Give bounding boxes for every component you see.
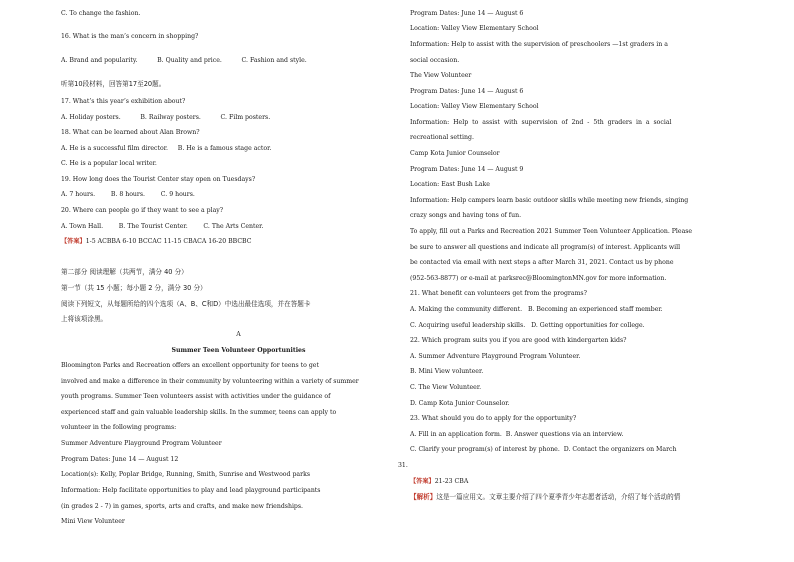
- answer-line: [61, 238, 251, 246]
- options-17: A. Holiday posters. B. Railway posters. C. Film posters.: [61, 114, 271, 121]
- program-info: Information: Help campers learn basic outdoor skills while meeting new friends, singing: [410, 197, 689, 204]
- answer-key: 1-5 ACBBA 6-10 BCCAC 11-15 CBACA 16-20 BBCBC: [85, 238, 252, 245]
- question-19: 19. How long does the Tourist Center stay open on Tuesdays?: [61, 176, 256, 183]
- section-heading: 第二部分 阅读理解（共两节，满分 40 分）: [61, 268, 188, 276]
- answer-tag: 【答案】: [61, 238, 86, 245]
- question-21: 21. What benefit can volunteers get from the programs?: [410, 290, 587, 297]
- program-dates: Program Dates: June 14 — August 6: [410, 88, 524, 95]
- paragraph-line: Bloomington Parks and Recreation offers an excellent opportunity for teens to get: [61, 362, 319, 369]
- options-18-c: C. He is a popular local writer.: [61, 160, 157, 167]
- program-title: The View Volunteer: [410, 72, 472, 79]
- program-title: Summer Adventure Playground Program Volunteer: [61, 440, 222, 447]
- instruction-line-1: 阅读下列短文，从每题所给的四个选项（A、B、C和D）中选出最佳选项，并在答题卡: [61, 300, 311, 308]
- explanation-line: [410, 493, 680, 501]
- options-20: A. Town Hall. B. The Tourist Center. C. The Arts Center.: [61, 223, 264, 230]
- program-dates: Program Dates: June 14 — August 9: [410, 166, 524, 173]
- paragraph-line: youth programs. Summer Teen volunteers assist with activities under the guidance of: [61, 393, 331, 400]
- option-22-a: A. Summer Adventure Playground Program Volunteer.: [410, 353, 581, 360]
- option-line: C. To change the fashion.: [61, 10, 141, 17]
- question-16: 16. What is the man’s concern in shopping?: [61, 33, 199, 40]
- options-23-cd: C. Clarify your program(s) of interest by phone. D. Contact the organizers on March: [410, 446, 677, 453]
- answer-key: 21-23 CBA: [434, 478, 469, 485]
- program-title: Camp Kota Junior Counselor: [410, 150, 500, 157]
- program-location: Location(s): Kelly, Poplar Bridge, Running, Smith, Sunrise and Westwood parks: [61, 471, 310, 478]
- passage-title: Summer Teen Volunteer Opportunities: [171, 347, 306, 354]
- option-22-d: D. Camp Kota Junior Counselor.: [410, 400, 510, 407]
- options-21-cd: C. Acquiring useful leadership skills. D. Getting opportunities for college.: [410, 322, 645, 329]
- question-17: 17. What’s this year’s exhibition about?: [61, 98, 186, 105]
- program-info: recreational setting.: [410, 134, 474, 141]
- program-location: Location: East Bush Lake: [410, 181, 490, 188]
- question-18: 18. What can be learned about Alan Brown?: [61, 129, 200, 136]
- paragraph-line: be sure to answer all questions and indicate all program(s) of interest. Applicants will: [410, 244, 681, 251]
- explanation-text: 这是一篇应用文。文章主要介绍了四个夏季青少年志愿者活动，介绍了每个活动的情: [436, 493, 681, 501]
- options-16: A. Brand and popularity. B. Quality and price. C. Fashion and style.: [61, 57, 307, 64]
- program-info: crazy songs and having tons of fun.: [410, 212, 522, 219]
- answer-line: [410, 478, 468, 486]
- program-dates: Program Dates: June 14 — August 6: [410, 10, 524, 17]
- question-22: 22. Which program suits you if you are good with kindergarten kids?: [410, 337, 627, 344]
- options-23-cont: 31.: [398, 462, 408, 469]
- paragraph-line: be contacted via email with next steps a after March 31, 2021. Contact us by phone: [410, 259, 674, 266]
- options-23-ab: A. Fill in an application form. B. Answer questions via an interview.: [410, 431, 624, 438]
- program-info: Information: Help to assist with the supervision of preschoolers —1st graders in a: [410, 41, 668, 48]
- answer-tag: 【答案】: [410, 478, 435, 485]
- program-info: Information: Help to assist with supervision of 2nd - 5th graders in a social: [410, 119, 672, 126]
- question-23: 23. What should you do to apply for the opportunity?: [410, 415, 577, 422]
- question-20: 20. Where can people go if they want to see a play?: [61, 207, 224, 214]
- program-location: Location: Valley View Elementary School: [410, 25, 539, 32]
- options-19: A. 7 hours. B. 8 hours. C. 9 hours.: [61, 191, 195, 198]
- paragraph-line: To apply, fill out a Parks and Recreation 2021 Summer Teen Volunteer Application. Please: [410, 228, 693, 235]
- options-21-ab: A. Making the community different. B. Becoming an experienced staff member.: [410, 306, 663, 313]
- paragraph-line: (952-563-8877) or e-mail at parksrec@BloomingtonMN.gov for more information.: [410, 275, 667, 282]
- option-22-b: B. Mini View volunteer.: [410, 368, 484, 375]
- program-info: social occasion.: [410, 57, 460, 64]
- paragraph-line: experienced staff and gain valuable leadership skills. In the summer, teens can apply to: [61, 409, 337, 416]
- program-title: Mini View Volunteer: [61, 518, 125, 525]
- option-22-c: C. The View Volunteer.: [410, 384, 482, 391]
- program-info: (in grades 2 - 7) in games, sports, arts and crafts, and make new friendships.: [61, 503, 304, 510]
- program-location: Location: Valley View Elementary School: [410, 103, 539, 110]
- paragraph-line: involved and make a difference in their community by volunteering within a variety of summer: [61, 378, 359, 385]
- subsection-heading: 第一节（共 15 小题；每小题 2 分，满分 30 分）: [61, 284, 207, 292]
- explanation-tag: 【解析】: [410, 493, 437, 501]
- options-18-ab: A. He is a successful film director. B. He is a famous stage actor.: [61, 145, 272, 152]
- paragraph-line: volunteer in the following programs:: [61, 424, 177, 431]
- passage-letter: A: [236, 331, 241, 338]
- instruction-line-2: 上将该项涂黑。: [61, 315, 108, 323]
- listening-instruction: 听第10段材料，回答第17至20题。: [61, 80, 166, 88]
- program-dates: Program Dates: June 14 — August 12: [61, 456, 179, 463]
- program-info: Information: Help facilitate opportunities to play and lead playground participants: [61, 487, 321, 494]
